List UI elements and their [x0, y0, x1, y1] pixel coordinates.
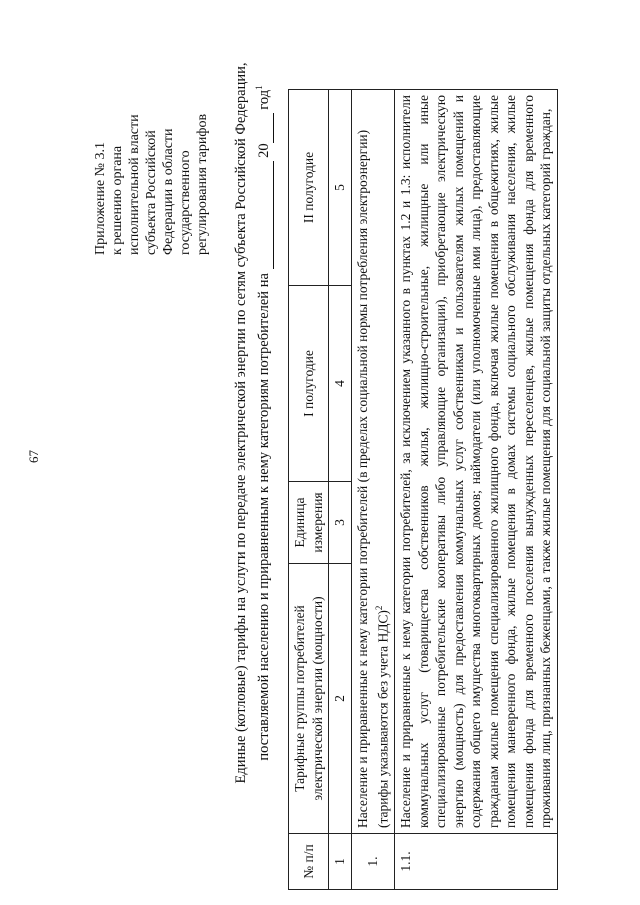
year-prefix: 20	[255, 143, 272, 158]
appendix-line: к решению органа	[110, 145, 125, 255]
table-row	[395, 90, 558, 890]
row-num: 1.	[351, 834, 395, 890]
header-unit: Единица измерения	[289, 482, 329, 564]
appendix-line: регулирования тарифов	[195, 113, 210, 255]
tariff-table	[288, 89, 558, 890]
title-line-2-text: поставляемой населению и приравненным к нему категориям потребителей на	[255, 273, 272, 761]
header-second-half: II полугодие	[289, 90, 329, 286]
index-cell: 3	[329, 482, 352, 564]
appendix-note	[92, 65, 211, 255]
page-number: 67	[26, 450, 41, 463]
appendix-line: государственного	[178, 150, 193, 255]
date-blank	[255, 161, 274, 269]
index-row	[329, 90, 352, 890]
header-first-half: I полугодие	[289, 286, 329, 482]
header-num: № п/п	[289, 834, 329, 890]
row-footnote: 2	[374, 605, 384, 611]
title-line-2	[250, 23, 274, 823]
row-text: Население и приравненные к нему категории потребителей, за исключением указанного в пунктах 1.2 и 1.3: исполнители коммунальных услуг (товарищества собственников жилья, жилищно-строительные, жилищные или иные специализированные потребительские кооперативы либо управляющие организации), приобретающие электрическую энергию (мощность) для предоставления коммунальных услуг собственникам и пользователям жилых помещений и содержания общего имущества многоквартирных домов; наймодатели (или уполномоченные ими лица), предоставляющие гражданам жилые помещения специализированного жилищного фонда, включая жилые помещения в общежитиях, жилые помещения маневренного фонда, жилые помещения в домах системы социального обслуживания населения, жилые помещения фонда для временного поселения вынужденных переселенцев, жилые помещения фонда для временного проживания лиц, признанных беженцами, а также жилые помещения для социальной защиты отдельных категорий граждан,	[395, 90, 558, 834]
index-cell: 5	[329, 90, 352, 286]
year-blank	[255, 113, 274, 143]
row-num: 1.1.	[395, 834, 558, 890]
title-line-1: Единые (котловые) тарифы на услуги по передаче электрической энергии по сетям субъекта Российской Федерации,	[233, 62, 249, 784]
appendix-line: субъекта Российской	[144, 130, 159, 255]
appendix-line: Федерации в области	[161, 128, 176, 255]
year-suffix: год	[255, 89, 272, 110]
header-row	[289, 90, 329, 890]
table-row	[351, 90, 395, 890]
row-text-body: Население и приравненные к нему категории потребителей (в пределах социальной нормы потребления электроэнергии) (тарифы указываются без учета НДС)	[354, 129, 391, 828]
document-title	[232, 23, 274, 823]
title-footnote: 1	[254, 85, 264, 90]
row-text	[351, 90, 395, 834]
header-group: Тарифные группы потребителей электрической энергии (мощности)	[289, 564, 329, 834]
index-cell: 4	[329, 286, 352, 482]
appendix-line: исполнительной власти	[127, 114, 142, 255]
index-cell: 2	[329, 564, 352, 834]
appendix-line: Приложение № 3.1	[93, 142, 108, 255]
index-cell: 1	[329, 834, 352, 890]
